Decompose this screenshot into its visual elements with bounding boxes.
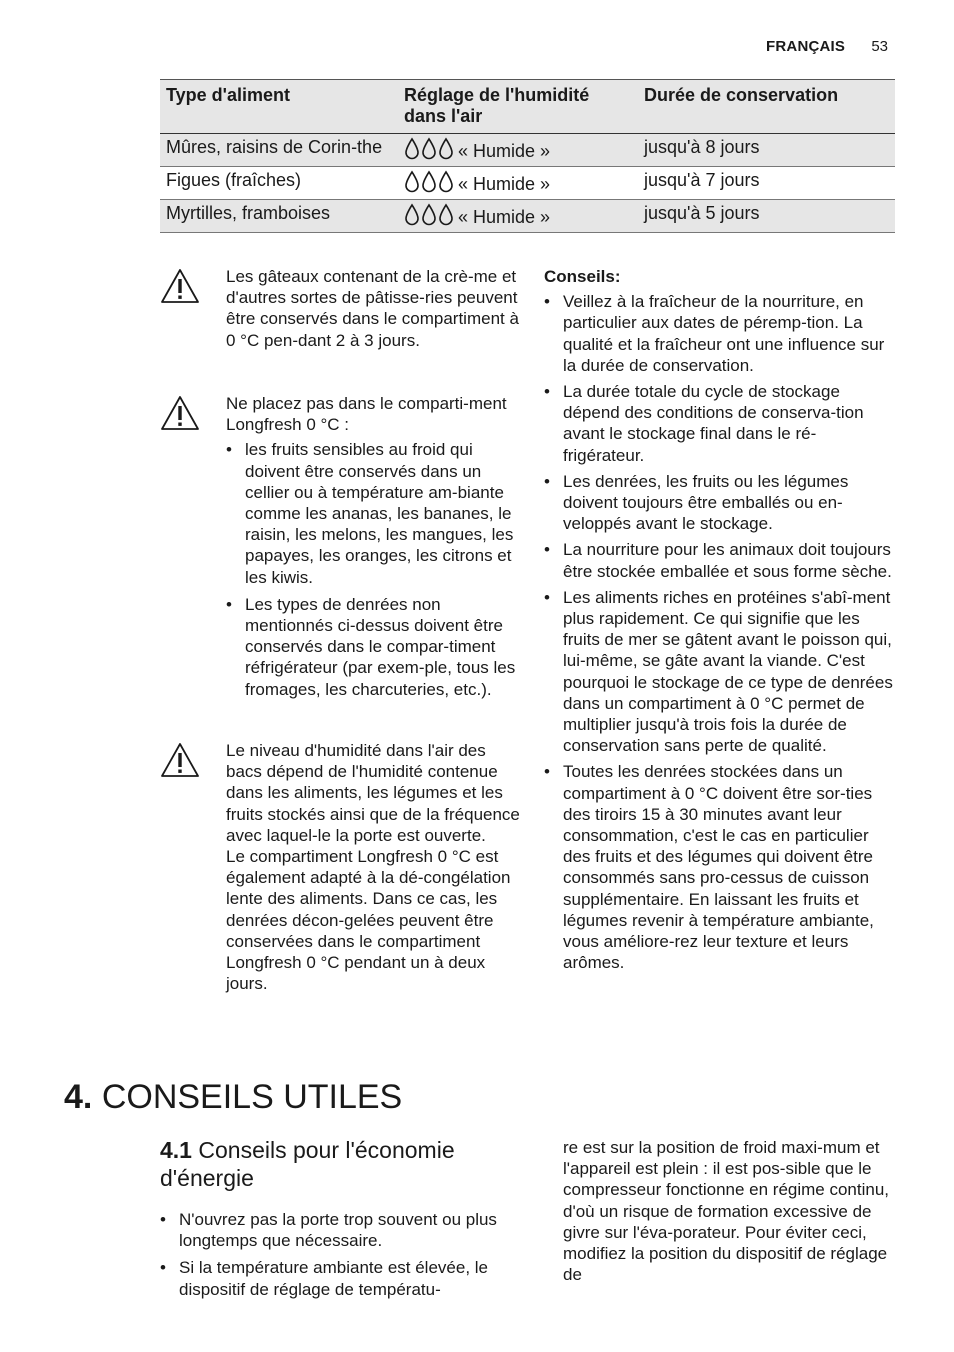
warning-block-3 [160,740,520,994]
water-drops-icon [404,203,454,227]
energy-tips-list [160,1209,516,1300]
chapter-heading [64,1078,402,1117]
chapter-number: 4. [64,1078,93,1116]
water-drops-icon [404,137,454,161]
table-row [160,200,895,233]
humidity-label: « Humide » [458,174,551,194]
humidity-label: « Humide » [458,141,551,161]
warning-block-2 [160,393,520,706]
continuation-text: re est sur la position de froid maxi-mum et l'appareil est plein : il est pos-sible que le compresseur fonctionne en régime continu, d'où un risque de formation excessive de givre sur l'éva-porateur. Pour éviter ceci, modifiez la position du dispositif de réglage de [563,1138,890,1285]
tips-column [544,266,896,979]
page-header [766,38,888,55]
cell-humidity [398,200,638,233]
warning-text: Le niveau d'humidité dans l'air des bacs dépend de l'humidité contenue dans les aliments, les légumes et les fruits stockés ainsi que de la fréquence avec laquel-le la porte est ouverte. [226,741,520,845]
column-header-duration: Durée de conservation [638,80,895,134]
list-item: • La nourriture pour les animaux doit toujours être stockée emballée et sous forme sèche. [544,539,896,581]
warning-triangle-icon [160,395,200,431]
list-item: • Les aliments riches en protéines s'abî-ment plus rapidement. Ce qui signifie que les fruits de mer se gâtent avant le poisson qui, lui-même, se gâte avant la viande. C'est pourquoi le stockage de ce type de denrées dans un compartiment à 0 °C permet de multiplier jusqu'à trois fois la durée de conservation sans perte de qualité. [544,587,896,757]
humidity-label: « Humide » [458,207,551,227]
cell-humidity [398,167,638,200]
tips-title: Conseils: [544,267,621,286]
warning-bullet-list [226,439,520,699]
section-number: 4.1 [160,1137,192,1163]
warning-intro: Ne placez pas dans le comparti-ment Longfresh 0 °C : [226,394,507,435]
table-row [160,134,895,167]
cell-food: Mûres, raisins de Corin-the [160,134,398,167]
column-header-humidity: Réglage de l'humidité dans l'air [398,80,638,134]
cell-duration: jusqu'à 5 jours [638,200,895,233]
warning-triangle-icon [160,268,200,304]
list-item: • Les denrées, les fruits ou les légumes doivent toujours être emballés ou en-veloppés avant le stockage. [544,471,896,535]
warning-triangle-icon [160,742,200,778]
list-item: • Les types de denrées non mentionnés ci-dessus doivent être conservés dans le compar-timent réfrigérateur (par exem-ple, tous les fromages, les charcuteries, etc.). [226,594,520,700]
list-item: • N'ouvrez pas la porte trop souvent ou plus longtemps que nécessaire. [160,1209,516,1251]
cell-duration: jusqu'à 7 jours [638,167,895,200]
list-item: • Veillez à la fraîcheur de la nourriture, en particulier aux dates de péremp-tion. La qualité et la fraîcheur ont une influence sur la durée de conservation. [544,291,896,376]
chapter-title: CONSEILS UTILES [101,1078,403,1116]
list-item: • les fruits sensibles au froid qui doivent être conservés dans un cellier ou à température am-biante comme les ananas, les bananes, le raisin, les melons, les mangues, les papayes, les oranges, les citrons et les kiwis. [226,439,520,587]
column-header-food-type: Type d'aliment [160,80,398,134]
warning-block-1 [160,266,520,351]
list-item: • Si la température ambiante est élevée, le dispositif de réglage de températu- [160,1257,516,1299]
table-header-row [160,80,895,134]
table-row [160,167,895,200]
list-item: • La durée totale du cycle de stockage dépend des conditions de conserva-tion avant le stockage final dans le ré-frigérateur. [544,381,896,466]
tips-list [544,291,896,973]
warning-text-2: Le compartiment Longfresh 0 °C est également adapté à la dé-congélation lente des aliments. Dans ce cas, les denrées décon-gelées peuvent être conservées dans le compartiment Longfresh 0 °C pendant un à deux jours. [226,847,511,994]
cell-food: Figues (fraîches) [160,167,398,200]
cell-food: Myrtilles, framboises [160,200,398,233]
water-drops-icon [404,170,454,194]
cell-humidity [398,134,638,167]
section-heading [160,1136,520,1192]
list-item: • Toutes les denrées stockées dans un compartiment à 0 °C doivent être sor-ties des tiroirs 15 à 30 minutes avant leur consommation, c'est le cas en particulier des fruits et des légumes qui doivent être consommés sans pro-cessus de cuisson supplémentaire. En laissant les fruits et légumes revenir à température ambiante, vous améliore-rez leur texture et leurs arômes. [544,761,896,973]
section-title: Conseils pour l'économie d'énergie [160,1137,455,1191]
storage-table [160,79,895,233]
language-label: FRANÇAIS [766,38,846,55]
cell-duration: jusqu'à 8 jours [638,134,895,167]
energy-tips-list-container [160,1205,516,1306]
page-number: 53 [871,38,888,55]
warning-text: Les gâteaux contenant de la crè-me et d'autres sortes de pâtisse-ries peuvent être conservés dans le compartiment à 0 °C pen-dant 2 à 3 jours. [226,267,519,350]
